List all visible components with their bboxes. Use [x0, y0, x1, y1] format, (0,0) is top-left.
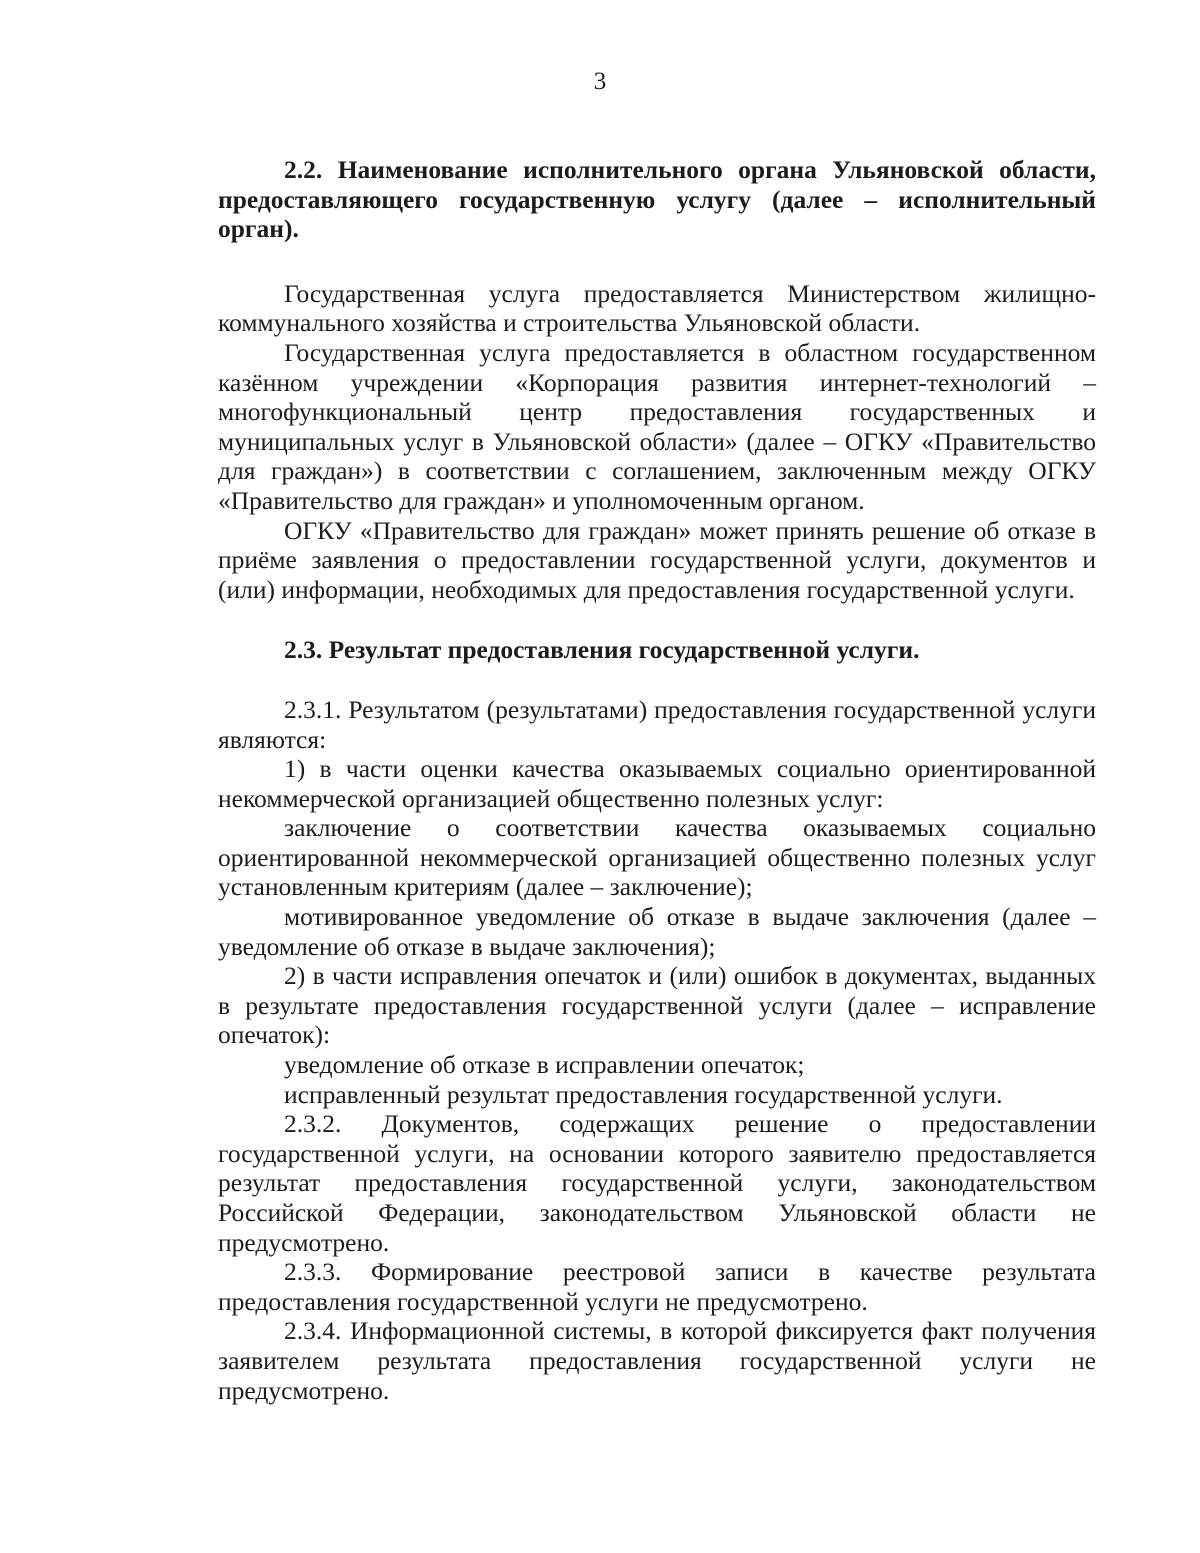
page-number: 3 [593, 68, 607, 95]
section-heading: 2.3. Результат предоставления государственной услуги. [284, 635, 920, 665]
paragraph: 2.3.4. Информационной системы, в которой фиксируется факт получения заявителем результата предоставления государственной услуги не предусмотрено. [218, 1316, 1096, 1405]
paragraph: Государственная услуга предоставляется Министерством жилищно-коммунального хозяйства и строительства Ульяновской области. [218, 278, 1096, 338]
paragraph: 2.3.2. Документов, содержащих решение о предоставлении государственной услуги, на основании которого заявителю предоставляется результат предоставления государственной услуги, законодательством Российской Федерации, законодательством Ульяновской области не предусмотрено. [218, 1109, 1096, 1257]
paragraph: ОГКУ «Правительство для граждан» может принять решение об отказе в приёме заявления о предоставлении государственной услуги, документов и (или) информации, необходимых для предоставления государственной услуги. [218, 515, 1096, 604]
section-2-3 [218, 635, 1096, 1405]
section-heading: 2.2. Наименование исполнительного органа Ульяновской области, предоставляющего государственную услугу (далее – исполнительный орган). [218, 155, 1096, 244]
paragraph: 2) в части исправления опечаток и (или) ошибок в документах, выданных в результате предоставления государственной услуги (далее – исправление опечаток): [218, 961, 1096, 1050]
document-body [218, 150, 1096, 1405]
section-2-2 [218, 155, 1096, 604]
paragraph: Государственная услуга предоставляется в областном государственном казённом учреждении «Корпорация развития интернет-технологий – многофункциональный центр предоставления государственных и муниципальных услуг в Ульяновской области» (далее – ОГКУ «Правительство для граждан») в соответствии с соглашением, заключенным между ОГКУ «Правительство для граждан» и уполномоченным органом. [218, 337, 1096, 515]
paragraph: уведомление об отказе в исправлении опечаток; [284, 1050, 805, 1080]
paragraph: исправленный результат предоставления государственной услуги. [284, 1079, 1003, 1109]
paragraph: 2.3.1. Результатом (результатами) предоставления государственной услуги являются: [218, 694, 1096, 754]
paragraph: мотивированное уведомление об отказе в выдаче заключения (далее – уведомление об отказе в выдаче заключения); [218, 902, 1096, 961]
paragraph: заключение о соответствии качества оказываемых социально ориентированной некоммерческой организацией общественно полезных услуг установленным критериям (далее – заключение); [218, 813, 1096, 902]
paragraph: 2.3.3. Формирование реестровой записи в качестве результата предоставления государственной услуги не предусмотрено. [218, 1257, 1096, 1316]
paragraph: 1) в части оценки качества оказываемых социально ориентированной некоммерческой организацией общественно полезных услуг: [218, 754, 1096, 813]
